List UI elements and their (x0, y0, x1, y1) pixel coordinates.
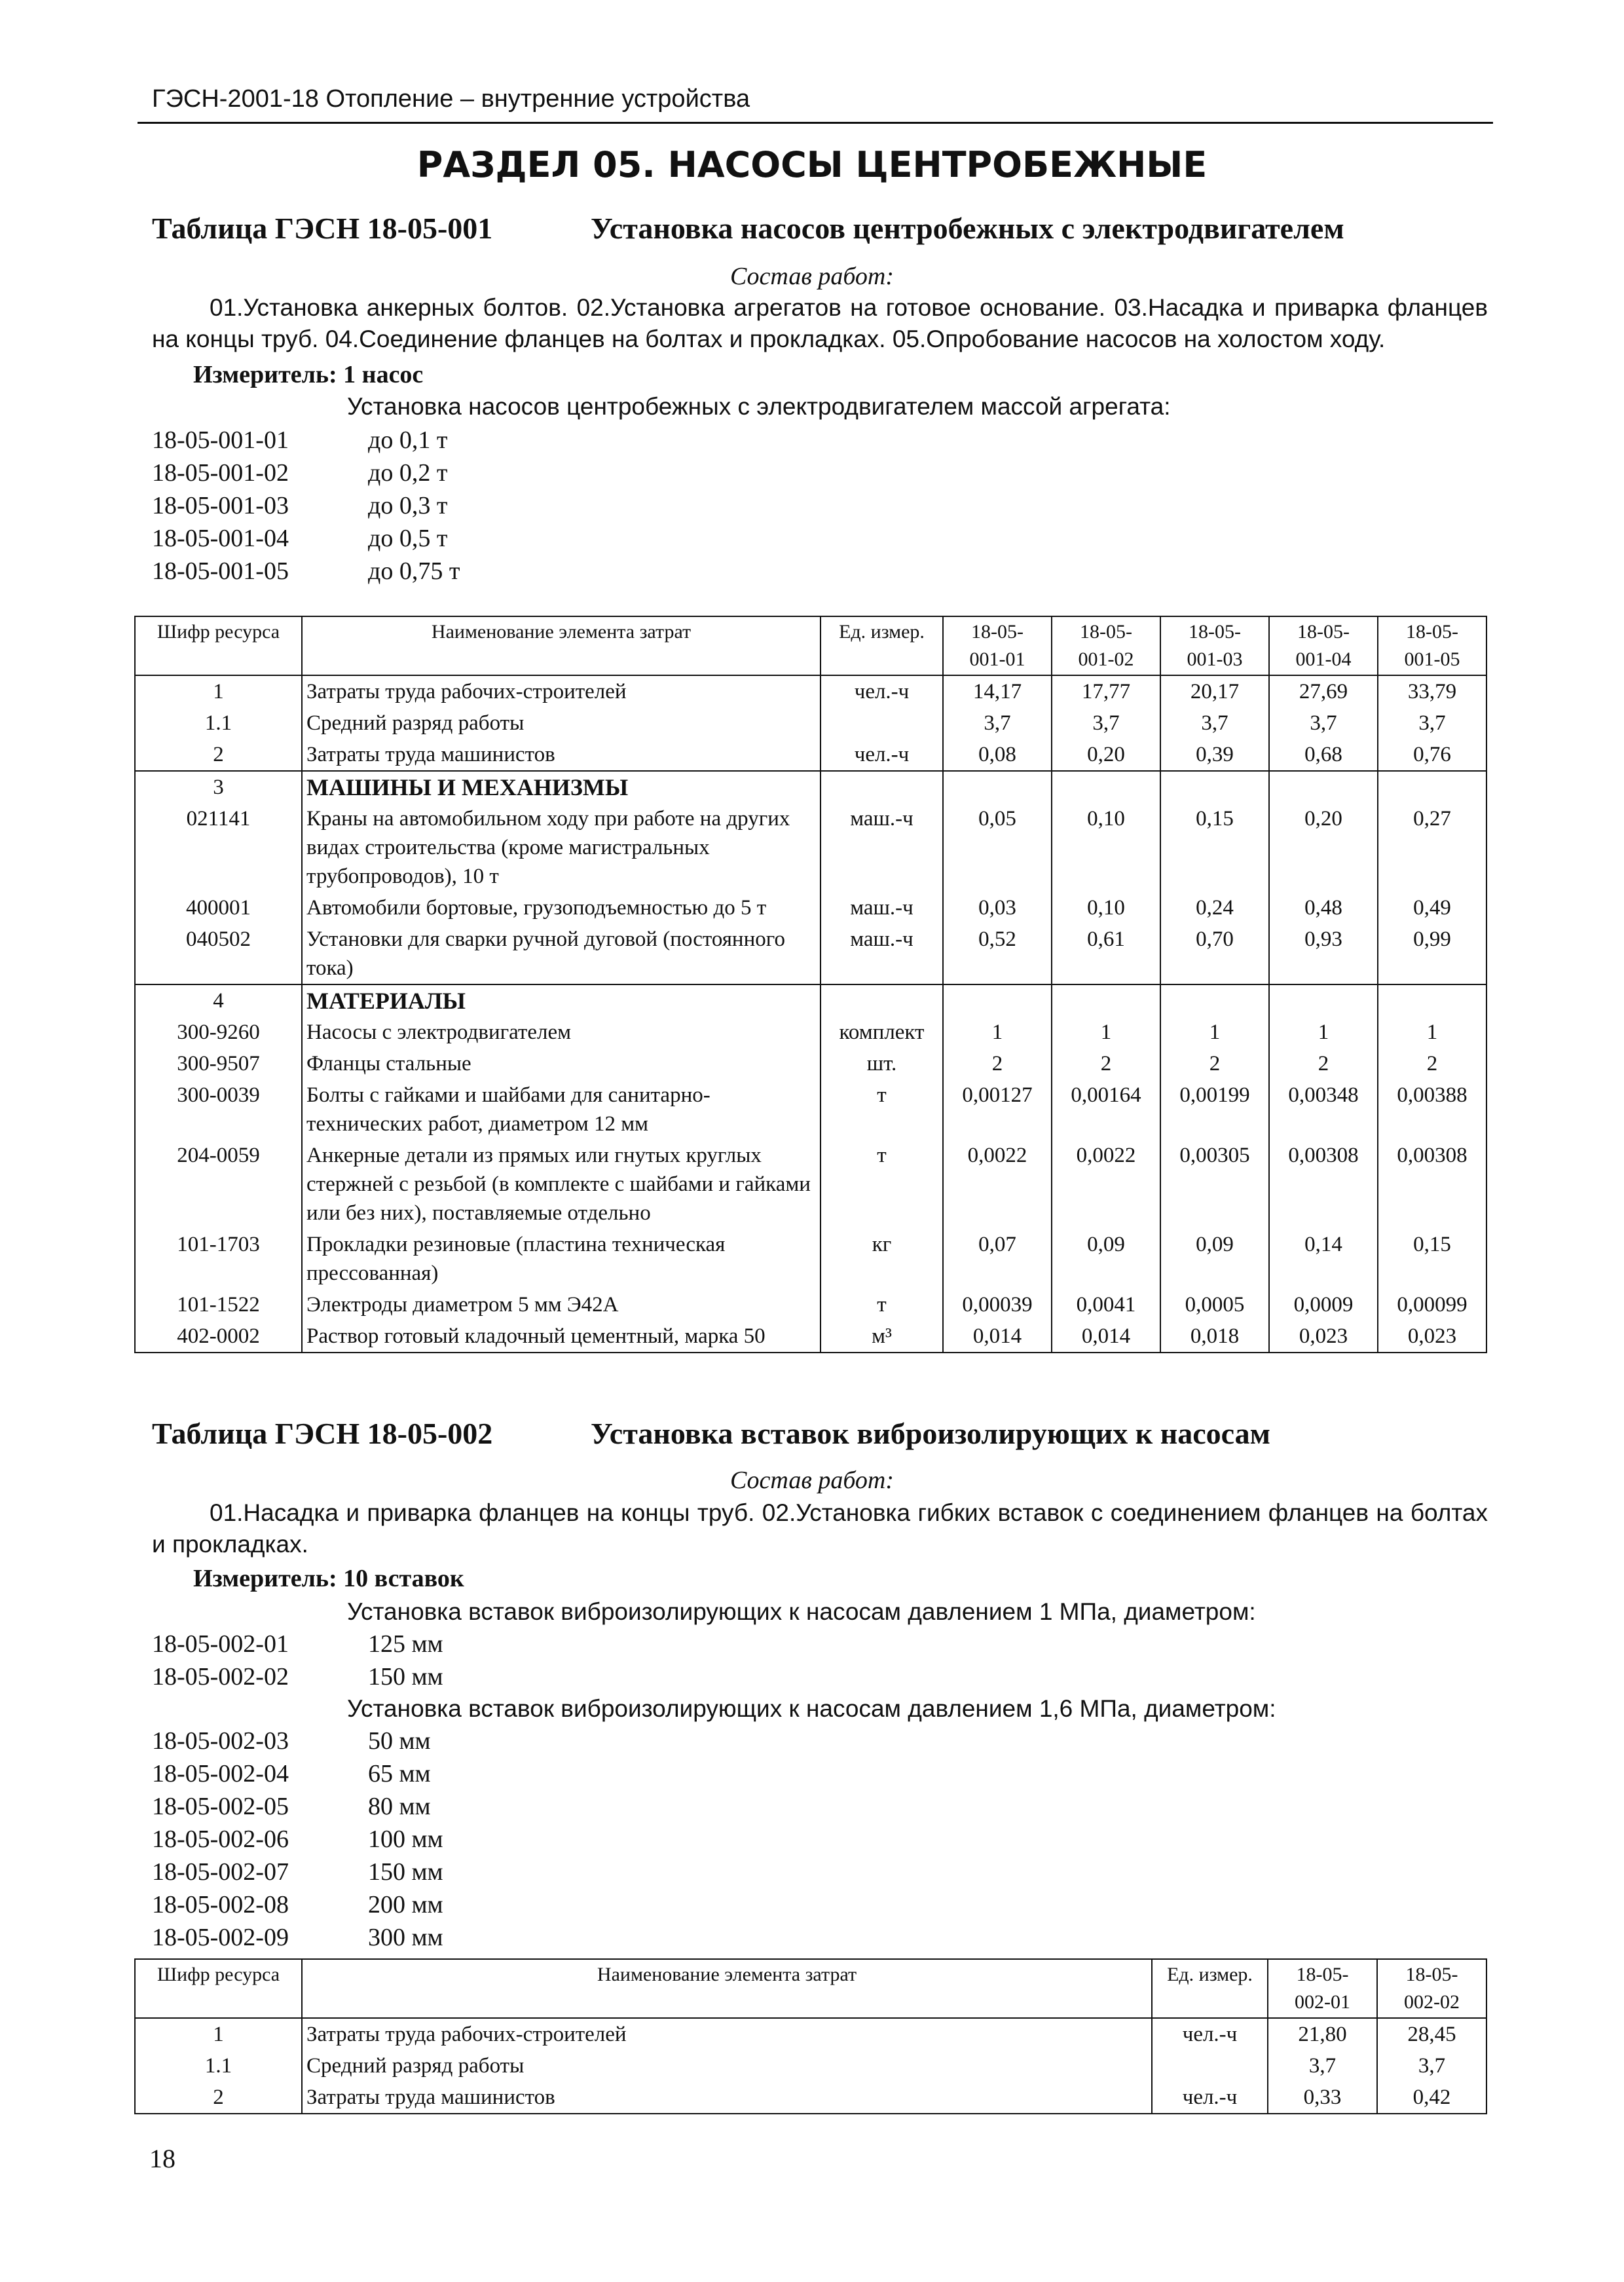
unit-cell: чел.-ч (821, 739, 943, 771)
table-row (135, 1079, 1486, 1140)
column-header: 18-05- 001-03 (1160, 616, 1269, 675)
table-row (135, 1017, 1486, 1048)
value-cell: 0,00199 (1160, 1079, 1269, 1140)
unit-cell: маш.-ч (821, 924, 943, 984)
code-description: 200 мм (368, 1891, 443, 1918)
column-header: 18-05- 001-04 (1269, 616, 1378, 675)
resource-code: 300-9260 (135, 1017, 302, 1048)
code-description: 65 мм (368, 1760, 431, 1787)
unit-cell: чел.-ч (821, 675, 943, 707)
value-cell: 2 (1052, 1048, 1160, 1079)
value-cell: 0,014 (943, 1320, 1052, 1353)
code-number: 18-05-001-05 (152, 557, 289, 585)
value-cell: 0,00305 (1160, 1140, 1269, 1229)
value-cell: 0,10 (1052, 892, 1160, 924)
table-row (135, 2018, 1486, 2050)
code-description: 150 мм (368, 1858, 443, 1886)
code-number: 18-05-002-06 (152, 1825, 289, 1853)
table-row (135, 984, 1486, 1017)
table-row (135, 1229, 1486, 1289)
value-cell: 0,99 (1378, 924, 1486, 984)
code-line (152, 1825, 443, 1854)
value-cell: 0,00308 (1269, 1140, 1378, 1229)
table-2-heading (152, 1416, 1270, 1451)
value-cell: 33,79 (1378, 675, 1486, 707)
unit-cell: м³ (821, 1320, 943, 1353)
value-cell (1052, 984, 1160, 1017)
value-cell: 0,023 (1378, 1320, 1486, 1353)
cost-element-name: Средний разряд работы (302, 707, 821, 739)
value-cell: 3,7 (1377, 2050, 1486, 2082)
value-cell: 0,0041 (1052, 1289, 1160, 1320)
resource-code: 101-1703 (135, 1229, 302, 1289)
value-cell: 20,17 (1160, 675, 1269, 707)
code-number: 18-05-002-05 (152, 1793, 289, 1820)
table-2-group-lead-2: Установка вставок виброизолирующих к насосам давлением 1,6 МПа, диаметром: (347, 1695, 1276, 1722)
unit-cell: кг (821, 1229, 943, 1289)
value-cell: 0,08 (943, 739, 1052, 771)
code-line (152, 1858, 443, 1886)
value-cell: 2 (1160, 1048, 1269, 1079)
unit-cell (1152, 2050, 1268, 2082)
value-cell: 0,68 (1269, 739, 1378, 771)
column-header: 18-05- 002-01 (1268, 1959, 1377, 2018)
value-cell: 0,48 (1269, 892, 1378, 924)
resource-code: 3 (135, 771, 302, 803)
value-cell: 0,05 (943, 803, 1052, 892)
code-description: до 0,75 т (368, 557, 460, 585)
code-line (152, 1792, 431, 1821)
group-heading: МАШИНЫ И МЕХАНИЗМЫ (302, 771, 821, 803)
column-header: Ед. измер. (1152, 1959, 1268, 2018)
column-header: Наименование элемента затрат (302, 1959, 1152, 2018)
value-cell: 27,69 (1269, 675, 1378, 707)
code-description: до 0,3 т (368, 492, 448, 519)
value-cell: 21,80 (1268, 2018, 1377, 2050)
cost-element-name: Краны на автомобильном ходу при работе на других видах строительства (кроме магистральных трубопроводов), 10 т (302, 803, 821, 892)
resource-code: 2 (135, 739, 302, 771)
code-number: 18-05-002-01 (152, 1630, 289, 1658)
column-header: Ед. измер. (821, 616, 943, 675)
code-number: 18-05-002-03 (152, 1727, 289, 1755)
code-number: 18-05-001-01 (152, 426, 289, 454)
code-description: 125 мм (368, 1630, 443, 1658)
value-cell: 0,42 (1377, 2082, 1486, 2114)
code-line (152, 524, 447, 553)
value-cell (943, 771, 1052, 803)
cost-element-name: Затраты труда рабочих-строителей (302, 2018, 1152, 2050)
table-2-work-description: 01.Насадка и приварка фланцев на концы труб. 02.Установка гибких вставок с соединением фланцев на болтах и прокладках. (152, 1499, 1488, 1558)
table-row (135, 2082, 1486, 2114)
running-header: ГЭСН-2001-18 Отопление – внутренние устройства (152, 85, 750, 113)
value-cell (1269, 771, 1378, 803)
resource-code: 300-0039 (135, 1079, 302, 1140)
column-header: 18-05- 001-01 (943, 616, 1052, 675)
value-cell: 1 (1052, 1017, 1160, 1048)
value-cell: 3,7 (943, 707, 1052, 739)
column-header: Шифр ресурса (135, 1959, 302, 2018)
code-line (152, 1630, 443, 1658)
value-cell: 1 (943, 1017, 1052, 1048)
value-cell: 0,39 (1160, 739, 1269, 771)
resource-code: 204-0059 (135, 1140, 302, 1229)
value-cell: 0,0022 (943, 1140, 1052, 1229)
value-cell (1160, 771, 1269, 803)
value-cell: 0,09 (1160, 1229, 1269, 1289)
value-cell: 0,61 (1052, 924, 1160, 984)
cost-element-name: Затраты труда рабочих-строителей (302, 675, 821, 707)
table-2-work-label: Состав работ: (729, 1467, 895, 1494)
value-cell: 0,00308 (1378, 1140, 1486, 1229)
table-1-work-description: 01.Установка анкерных болтов. 02.Установка агрегатов на готовое основание. 03.Насадка и приварка фланцев на концы труб. 04.Соединение фланцев на болтах и прокладках. 05.Опробование насосов на холостом ходу. (152, 294, 1488, 352)
unit-cell: маш.-ч (821, 803, 943, 892)
cost-element-name: Прокладки резиновые (пластина техническая прессованная) (302, 1229, 821, 1289)
value-cell: 3,7 (1052, 707, 1160, 739)
table-row (135, 1048, 1486, 1079)
column-header: Наименование элемента затрат (302, 616, 821, 675)
table-row (135, 1289, 1486, 1320)
table-1-resources (134, 616, 1487, 1353)
table-row (135, 771, 1486, 803)
resource-code: 1.1 (135, 2050, 302, 2082)
value-cell: 0,0005 (1160, 1289, 1269, 1320)
value-cell: 0,09 (1052, 1229, 1160, 1289)
value-cell: 0,15 (1378, 1229, 1486, 1289)
resource-code: 4 (135, 984, 302, 1017)
cost-element-name: Электроды диаметром 5 мм Э42А (302, 1289, 821, 1320)
resource-code: 101-1522 (135, 1289, 302, 1320)
code-line (152, 1890, 443, 1919)
value-cell: 0,70 (1160, 924, 1269, 984)
value-cell: 0,27 (1378, 803, 1486, 892)
unit-cell: чел.-ч (1152, 2018, 1268, 2050)
unit-cell (821, 707, 943, 739)
value-cell: 0,49 (1378, 892, 1486, 924)
unit-cell (821, 984, 943, 1017)
value-cell: 3,7 (1269, 707, 1378, 739)
table-row (135, 1140, 1486, 1229)
resource-code: 021141 (135, 803, 302, 892)
value-cell (1378, 984, 1486, 1017)
value-cell: 3,7 (1268, 2050, 1377, 2082)
value-cell: 0,15 (1160, 803, 1269, 892)
value-cell (943, 984, 1052, 1017)
value-cell: 3,7 (1160, 707, 1269, 739)
code-line (152, 458, 447, 487)
value-cell: 2 (1269, 1048, 1378, 1079)
value-cell: 0,018 (1160, 1320, 1269, 1353)
table-2-resources (134, 1958, 1487, 2114)
cost-element-name: Установки для сварки ручной дуговой (постоянного тока) (302, 924, 821, 984)
code-line (152, 1662, 443, 1691)
code-description: 150 мм (368, 1663, 443, 1691)
cost-element-name: Автомобили бортовые, грузоподъемностью до 5 т (302, 892, 821, 924)
value-cell: 3,7 (1378, 707, 1486, 739)
value-cell (1052, 771, 1160, 803)
value-cell: 0,014 (1052, 1320, 1160, 1353)
code-line (152, 1727, 431, 1755)
cost-element-name: Средний разряд работы (302, 2050, 1152, 2082)
table-1-header-row (135, 616, 1486, 675)
value-cell: 1 (1160, 1017, 1269, 1048)
value-cell: 1 (1378, 1017, 1486, 1048)
value-cell: 0,023 (1269, 1320, 1378, 1353)
value-cell: 0,33 (1268, 2082, 1377, 2114)
resource-code: 1 (135, 675, 302, 707)
unit-cell: шт. (821, 1048, 943, 1079)
code-number: 18-05-002-02 (152, 1663, 289, 1691)
group-heading: МАТЕРИАЛЫ (302, 984, 821, 1017)
code-description: 50 мм (368, 1727, 431, 1755)
code-line (152, 1923, 443, 1952)
value-cell (1378, 771, 1486, 803)
cost-element-name: Болты с гайками и шайбами для санитарно-технических работ, диаметром 12 мм (302, 1079, 821, 1140)
table-2-measure-unit: Измеритель: 10 вставок (193, 1565, 464, 1592)
value-cell: 0,0022 (1052, 1140, 1160, 1229)
value-cell: 1 (1269, 1017, 1378, 1048)
value-cell: 28,45 (1377, 2018, 1486, 2050)
code-number: 18-05-002-07 (152, 1858, 289, 1886)
code-number: 18-05-002-09 (152, 1924, 289, 1951)
unit-cell: т (821, 1079, 943, 1140)
unit-cell: т (821, 1140, 943, 1229)
resource-code: 1 (135, 2018, 302, 2050)
code-number: 18-05-002-08 (152, 1891, 289, 1918)
unit-cell: чел.-ч (1152, 2082, 1268, 2114)
resource-code: 300-9507 (135, 1048, 302, 1079)
table-row (135, 803, 1486, 892)
value-cell: 0,24 (1160, 892, 1269, 924)
code-line (152, 491, 447, 520)
code-description: до 0,1 т (368, 426, 448, 454)
value-cell: 0,00039 (943, 1289, 1052, 1320)
column-header: Шифр ресурса (135, 616, 302, 675)
resource-code: 040502 (135, 924, 302, 984)
table-2-group-lead-1: Установка вставок виброизолирующих к насосам давлением 1 МПа, диаметром: (347, 1598, 1256, 1625)
table-2-header-row (135, 1959, 1486, 2018)
cost-element-name: Фланцы стальные (302, 1048, 821, 1079)
value-cell: 0,10 (1052, 803, 1160, 892)
code-number: 18-05-001-04 (152, 525, 289, 552)
cost-element-name: Затраты труда машинистов (302, 2082, 1152, 2114)
unit-cell: комплект (821, 1017, 943, 1048)
value-cell: 0,20 (1052, 739, 1160, 771)
unit-cell: т (821, 1289, 943, 1320)
value-cell: 0,03 (943, 892, 1052, 924)
value-cell: 0,76 (1378, 739, 1486, 771)
cost-element-name: Насосы с электродвигателем (302, 1017, 821, 1048)
table-row (135, 1320, 1486, 1353)
value-cell (1160, 984, 1269, 1017)
table-row (135, 675, 1486, 707)
value-cell: 0,07 (943, 1229, 1052, 1289)
value-cell: 0,93 (1269, 924, 1378, 984)
resource-code: 400001 (135, 892, 302, 924)
code-description: до 0,5 т (368, 525, 448, 552)
value-cell: 0,20 (1269, 803, 1378, 892)
code-line (152, 1759, 431, 1788)
code-number: 18-05-001-02 (152, 459, 289, 487)
value-cell: 0,14 (1269, 1229, 1378, 1289)
value-cell: 14,17 (943, 675, 1052, 707)
unit-cell (821, 771, 943, 803)
code-line (152, 557, 460, 586)
value-cell: 2 (1378, 1048, 1486, 1079)
value-cell: 2 (943, 1048, 1052, 1079)
table-row (135, 892, 1486, 924)
value-cell: 0,00127 (943, 1079, 1052, 1140)
unit-cell: маш.-ч (821, 892, 943, 924)
table-row (135, 2050, 1486, 2082)
section-title: РАЗДЕЛ 05. НАСОСЫ ЦЕНТРОБЕЖНЫЕ (416, 144, 1208, 185)
code-number: 18-05-001-03 (152, 492, 289, 519)
table-row (135, 924, 1486, 984)
resource-code: 2 (135, 2082, 302, 2114)
value-cell: 0,00388 (1378, 1079, 1486, 1140)
resource-code: 402-0002 (135, 1320, 302, 1353)
value-cell (1269, 984, 1378, 1017)
table-1-title: Установка насосов центробежных с электродвигателем (591, 212, 1344, 245)
table-row (135, 739, 1486, 771)
cost-element-name: Затраты труда машинистов (302, 739, 821, 771)
table-1-heading (152, 211, 1344, 246)
code-number: 18-05-002-04 (152, 1760, 289, 1787)
value-cell: 0,52 (943, 924, 1052, 984)
table-1-number: Таблица ГЭСН 18-05-001 (152, 212, 493, 245)
code-description: 100 мм (368, 1825, 443, 1853)
code-description: 80 мм (368, 1793, 431, 1820)
code-description: 300 мм (368, 1924, 443, 1951)
value-cell: 0,00164 (1052, 1079, 1160, 1140)
code-line (152, 426, 447, 455)
value-cell: 0,00348 (1269, 1079, 1378, 1140)
value-cell: 0,00099 (1378, 1289, 1486, 1320)
value-cell: 17,77 (1052, 675, 1160, 707)
column-header: 18-05- 001-05 (1378, 616, 1486, 675)
value-cell: 0,0009 (1269, 1289, 1378, 1320)
header-rule (138, 122, 1493, 124)
column-header: 18-05- 002-02 (1377, 1959, 1486, 2018)
code-description: до 0,2 т (368, 459, 448, 487)
cost-element-name: Анкерные детали из прямых или гнутых круглых стержней с резьбой (в комплекте с шайбами и гайками или без них), поставляемые отдельно (302, 1140, 821, 1229)
table-2-number: Таблица ГЭСН 18-05-002 (152, 1417, 493, 1450)
table-row (135, 707, 1486, 739)
page-number: 18 (149, 2144, 175, 2173)
resource-code: 1.1 (135, 707, 302, 739)
table-1-measure-unit: Измеритель: 1 насос (193, 361, 424, 388)
column-header: 18-05- 001-02 (1052, 616, 1160, 675)
table-1-group-lead: Установка насосов центробежных с электродвигателем массой агрегата: (347, 393, 1171, 420)
table-1-work-label: Состав работ: (729, 263, 895, 290)
table-2-title: Установка вставок виброизолирующих к насосам (591, 1417, 1270, 1450)
cost-element-name: Раствор готовый кладочный цементный, марка 50 (302, 1320, 821, 1353)
